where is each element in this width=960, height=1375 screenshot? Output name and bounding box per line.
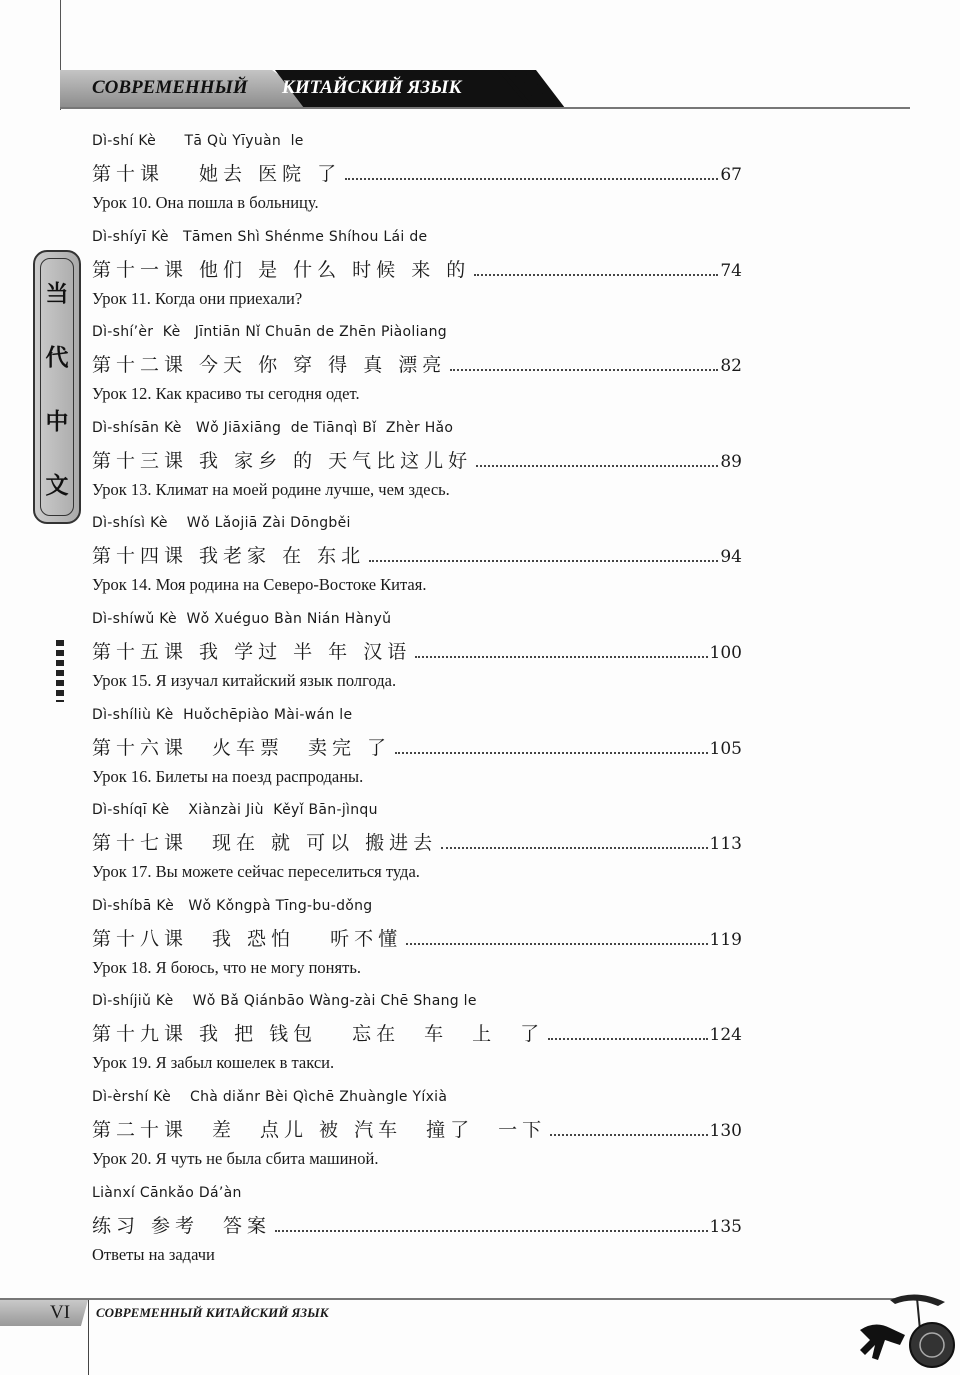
entry-russian: Урок 11. Когда они приехали? (92, 288, 303, 308)
toc-entry (92, 229, 742, 309)
entry-chinese-line (92, 350, 742, 377)
entry-russian: Ответы на задачи (92, 1244, 215, 1264)
entry-pinyin: Dì-shíbā Kè Wǒ Kǒngpà Tīng-bu-dǒng (92, 897, 373, 914)
entry-chinese: 第十九课 我 把 钱包 忘在 车 上 了 (92, 1023, 545, 1046)
entry-pinyin: Dì-shíqī Kè Xiànzài Jiù Kěyǐ Bān-jìnqu (92, 802, 378, 819)
entry-pinyin: Dì-shí’èr Kè Jīntiān Nǐ Chuān de Zhēn Piàoliang (92, 324, 447, 341)
chain-decoration (56, 640, 64, 702)
entry-pinyin: Dì-shíjiǔ Kè Wǒ Bǎ Qiánbāo Wàng-zài Chē Shang le (92, 993, 477, 1010)
entry-page: 74 (720, 260, 742, 281)
footer-title: СОВРЕМЕННЫЙ КИТАЙСКИЙ ЯЗЫК (96, 1305, 329, 1320)
entry-russian: Урок 20. Я чуть не была сбита машиной. (92, 1149, 379, 1168)
ornament-char: 文 (45, 471, 69, 499)
entry-russian: Урок 19. Я забыл кошелек в такси. (92, 1053, 335, 1073)
toc-entry (92, 515, 742, 595)
entry-pinyin: Dì-shísì Kè Wǒ Lǎojiā Zài Dōngběi (92, 515, 351, 532)
entry-chinese: 第十六课 火车票 卖完 了 (92, 736, 392, 759)
entry-chinese-line (92, 924, 742, 951)
entry-russian: Урок 13. Климат на моей родине лучше, чем здесь. (92, 479, 450, 499)
entry-chinese-line (92, 255, 742, 282)
leader-dots (548, 1038, 707, 1040)
entry-chinese: 第二十课 差 点儿 被 汽车 撞了 一下 (92, 1119, 547, 1141)
entry-page: 82 (720, 356, 742, 377)
entry-chinese: 第十一课 他们 是 什么 时候 来 的 (92, 258, 471, 281)
leader-dots (275, 1230, 708, 1232)
entry-russian: Урок 14. Моя родина на Северо-Востоке Китая. (92, 575, 427, 595)
footer-divider (88, 1300, 89, 1375)
toc-entry (92, 611, 742, 691)
leader-dots (476, 465, 718, 467)
header-title-left: СОВРЕМЕННЫЙ (92, 77, 248, 98)
entry-chinese-line (92, 1019, 742, 1046)
side-ornament (33, 250, 81, 524)
entry-chinese: 第十二课 今天 你 穿 得 真 漂亮 (92, 354, 447, 377)
entry-russian: Урок 16. Билеты на поезд распроданы. (92, 766, 364, 786)
leader-dots (450, 369, 718, 371)
entry-russian: Урок 10. Она пошла в больницу. (92, 193, 319, 212)
entry-pinyin: Dì-shíyī Kè Tāmen Shì Shénme Shíhou Lái de (92, 228, 428, 245)
entry-pinyin: Dì-shí Kè Tā Qù Yīyuàn le (92, 133, 304, 149)
leader-dots (474, 274, 718, 276)
entry-chinese: 第十四课 我老家 在 东北 (92, 545, 366, 568)
entry-chinese-line (92, 541, 742, 568)
entry-page: 130 (709, 1121, 742, 1141)
entry-page: 100 (709, 643, 742, 663)
leader-dots (395, 752, 708, 754)
entry-pinyin: Dì-shísān Kè Wǒ Jiāxiāng de Tiānqì Bǐ Zhèr Hǎo (92, 419, 454, 436)
footer-gray-tab (0, 1300, 88, 1326)
entry-chinese: 第十八课 我 恐怕 听不懂 (92, 927, 403, 950)
entry-pinyin: Dì-shíliù Kè Huǒchēpiào Mài-wán le (92, 706, 353, 723)
chariot-logo-icon (850, 1290, 960, 1375)
page-number: VI (50, 1302, 71, 1323)
entry-page: 119 (709, 929, 742, 950)
header-title-right: КИТАЙСКИЙ ЯЗЫК (282, 77, 462, 98)
toc-entry (92, 1089, 742, 1169)
toc-entry (92, 420, 742, 500)
entry-chinese-line (92, 733, 742, 760)
toc-entry (92, 707, 742, 787)
entry-chinese: 第十课 她去 医院 了 (92, 163, 342, 185)
entry-chinese: 第十三课 我 家乡 的 天气比这儿好 (92, 449, 473, 472)
toc-entry (92, 1185, 742, 1265)
entry-pinyin: Dì-èrshí Kè Chà diǎnr Bèi Qìchē Zhuàngle Yíxià (92, 1089, 448, 1105)
header-stripes-decoration (490, 70, 570, 108)
entry-page: 94 (720, 547, 742, 568)
entry-page: 105 (709, 738, 742, 759)
entry-page: 89 (720, 451, 742, 472)
entry-chinese-line (92, 1211, 742, 1238)
leader-dots (406, 943, 707, 945)
ornament-char: 中 (45, 407, 69, 435)
entry-chinese-line (92, 828, 742, 855)
leader-dots (345, 178, 718, 180)
entry-page: 124 (709, 1025, 742, 1046)
entry-pinyin: Dì-shíwǔ Kè Wǒ Xuéguo Bàn Nián Hànyǔ (92, 611, 392, 627)
leader-dots (415, 656, 707, 658)
toc-entry (92, 324, 742, 404)
entry-chinese: 第十七课 现在 就 可以 搬进去 (92, 832, 438, 855)
ornament-char: 当 (45, 279, 69, 307)
footer-rule (0, 1298, 910, 1300)
entry-chinese: 第十五课 我 学过 半 年 汉语 (92, 641, 412, 663)
ornament-char: 代 (45, 343, 69, 371)
toc-entry (92, 802, 742, 882)
entry-page: 67 (720, 165, 742, 185)
toc-entry (92, 133, 742, 213)
entry-chinese-line (92, 446, 742, 473)
entry-russian: Урок 15. Я изучал китайский язык полгода. (92, 671, 397, 690)
running-header (60, 70, 910, 108)
leader-dots (550, 1134, 707, 1136)
toc-entry (92, 898, 742, 978)
entry-russian: Урок 17. Вы можете сейчас переселиться туда. (92, 862, 420, 882)
toc-entry (92, 993, 742, 1073)
entry-chinese: 练习 参考 答案 (92, 1214, 272, 1237)
entry-pinyin: Liànxí Cānkǎo Dá’àn (92, 1184, 242, 1201)
header-rule (60, 107, 910, 109)
leader-dots (369, 560, 718, 562)
entry-russian: Урок 12. Как красиво ты сегодня одет. (92, 384, 360, 404)
entry-page: 113 (709, 834, 742, 855)
leader-dots (441, 847, 707, 849)
entry-chinese-line (92, 637, 742, 664)
entry-russian: Урок 18. Я боюсь, что не могу понять. (92, 957, 361, 977)
entry-chinese-line (92, 1115, 742, 1142)
entry-page: 135 (709, 1216, 742, 1237)
entry-chinese-line (92, 159, 742, 186)
